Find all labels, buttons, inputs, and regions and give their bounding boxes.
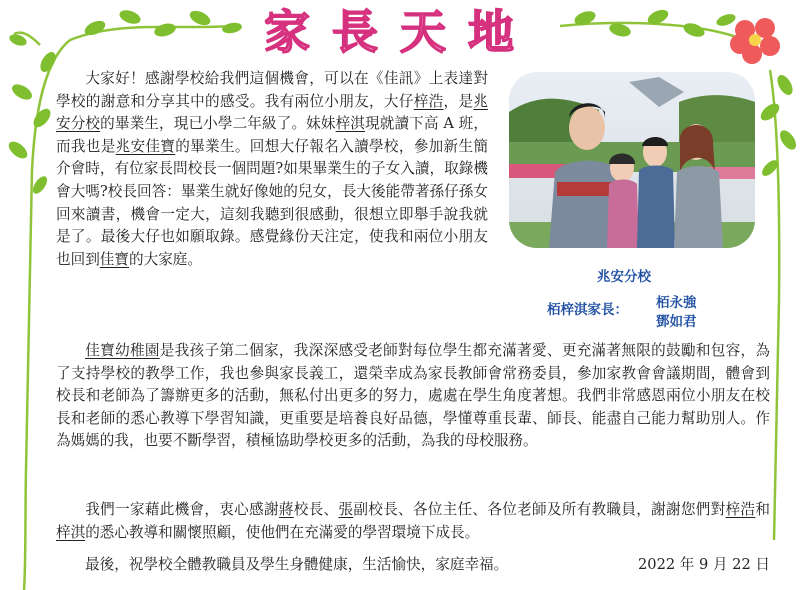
paragraph-intro: 大家好！感謝學校給我們這個機會，可以在《佳訊》上表達對學校的謝意和分享其中的感受。我有兩位小朋友，大仔梓浩，是兆安分校的畢業生，現已小學二年級了。妹妹梓淇現就讀下高 A 班，而我也是兆安佳寶的畢業生。回想大仔報名入讀學校，參加新生簡介會時，有位家長問校長一個問題?如果畢業生的子女入讀，取錄機會大嗎?校長回答：畢業生就好像她的兒女，長大後能帶著孫仔孫女回來讀書，機會一定大，這刻我聽到很感動，很想立即舉手說我就是了。最後大仔也如願取錄。感覺緣份天注定，使我和兩位小朋友也回到佳寶的大家庭。 xyxy=(56,70,488,268)
family-photo xyxy=(509,72,755,248)
letter-date: 2022 年 9 月 22 日 xyxy=(638,556,770,573)
paragraph-closing: 最後，祝學校全體教職員及學生身體健康，生活愉快，家庭幸福。 xyxy=(85,556,509,573)
photo-caption-school: 兆安分校 xyxy=(597,269,651,285)
paragraph-thanks: 我們一家藉此機會，衷心感謝蔣校長、張副校長、各位主任、各位老師及所有教職員，謝謝您們對梓浩和梓淇的悉心教導和關懷照顧，使他們在充滿愛的學習環境下成長。 xyxy=(56,501,770,541)
photo-caption-parent-1: 栢永強 xyxy=(656,295,697,311)
photo-caption-parent-2: 鄧如君 xyxy=(656,314,697,330)
page-title: 家長天地 xyxy=(264,5,536,59)
paragraph-kindergarten: 佳寶幼稚園是我孩子第二個家，我深深感受老師對每位學生都充滿著愛、更充滿著無限的鼓勵和包容，為了支持學校的教學工作，我也參與家長義工，還榮幸成為家長教師會常務委員，參加家教會會議期間，體會到校長和老師為了籌辦更多的活動，無私付出更多的努力，處處在學生角度著想。我們非常感恩兩位小朋友在校長和老師的悉心教導下學習知識，更重要是培養良好品德，學懂尊重長輩、師長、能盡自己能力幫助別人。作為媽媽的我，也要不斷學習，積極協助學校更多的活動，為我的母校服務。 xyxy=(56,342,770,450)
flower-decoration xyxy=(730,18,780,64)
photo-caption-label: 栢梓淇家長： xyxy=(547,302,628,318)
